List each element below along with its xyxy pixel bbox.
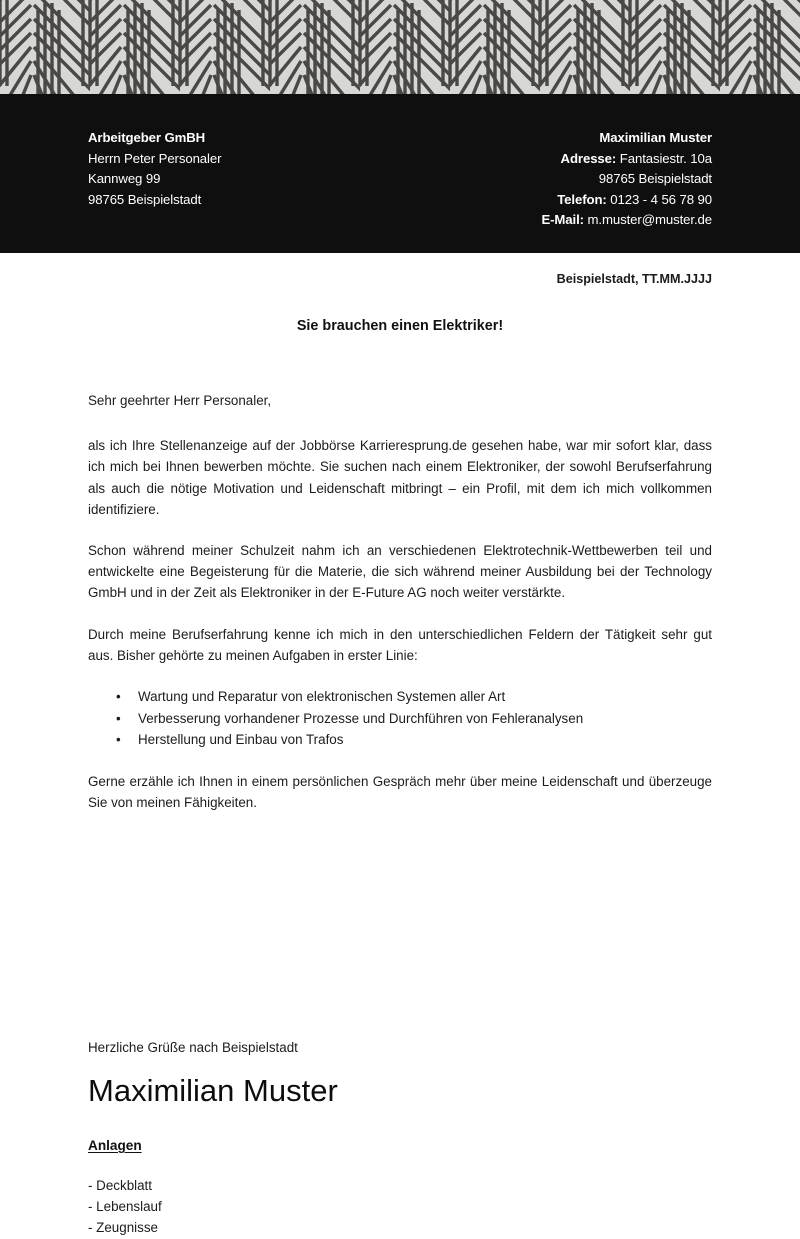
sender-address-value: Fantasiestr. 10a (619, 150, 712, 166)
sender-address-label: Adresse: (560, 150, 617, 166)
greeting-line: Herzliche Grüße nach Beispielstadt (88, 1040, 298, 1055)
sender-name: Maximilian Muster (599, 130, 712, 145)
list-item-label: Verbesserung vorhandener Prozesse und Durchführen von Fehleranalysen (138, 710, 584, 726)
attachment-item: - Lebenslauf (88, 1199, 162, 1215)
sender-email-row (541, 210, 712, 231)
attachments-title: Anlagen (88, 1138, 142, 1153)
list-item-label: Herstellung und Einbau von Trafos (138, 732, 344, 748)
salutation: Sehr geehrter Herr Personaler, (88, 393, 272, 408)
geometric-pattern-banner (0, 0, 800, 94)
sender-address-block (541, 128, 712, 231)
geometric-pattern-icon (0, 0, 800, 94)
attachments-list (88, 1175, 162, 1239)
task-list (88, 686, 712, 751)
address-band (0, 94, 800, 253)
greeting-line-clipped (88, 1039, 712, 1055)
sender-email-value: m.muster@muster.de (587, 212, 712, 227)
sender-email-label: E-Mail: (541, 212, 584, 227)
bullet-icon: • (116, 710, 121, 726)
bullet-icon: • (116, 732, 121, 748)
letter-text (88, 390, 712, 813)
recipient-contact: Herrn Peter Personaler (88, 150, 222, 166)
date-line: Beispielstadt, TT.MM.JJJJ (556, 272, 712, 286)
sender-phone-label: Telefon: (557, 191, 607, 207)
sender-phone-row (541, 190, 712, 211)
paragraph-1: als ich Ihre Stellenanzeige auf der Jobbörse Karrieresprung.de gesehen habe, war mir sofort klar, dass ich mich bei Ihnen bewerben möchte. Sie suchen nach einem Elektroniker, der sowohl Berufserfahrung als auch die nötige Motivation und Leidenschaft mitbringt – ein Profil, mit dem ich mich vollkommen identifiziere. (88, 438, 712, 517)
subject-line: Sie brauchen einen Elektriker! (296, 318, 504, 334)
attachment-item: - Zeugnisse (88, 1220, 158, 1236)
list-item (116, 708, 712, 730)
recipient-city: 98765 Beispielstadt (88, 191, 202, 207)
list-item-label: Wartung und Reparatur von elektronischen Systemen aller Art (138, 689, 506, 705)
list-item (116, 729, 712, 751)
sender-address-row (541, 149, 712, 170)
attachment-item: - Deckblatt (88, 1178, 152, 1193)
sender-city: 98765 Beispielstadt (598, 171, 712, 186)
recipient-address-block (88, 128, 221, 210)
paragraph-3: Durch meine Berufserfahrung kenne ich mich in den unterschiedlichen Feldern der Tätigkeit sehr gut aus. Bisher gehörte zu meinen Aufgaben in erster Linie: (88, 626, 712, 663)
list-item (116, 686, 712, 708)
recipient-company: Arbeitgeber GmBH (88, 130, 206, 145)
sender-phone-value: 0123 - 4 56 78 90 (610, 191, 712, 207)
recipient-street: Kannweg 99 (88, 171, 161, 186)
bullet-icon: • (116, 689, 121, 705)
signature: Maximilian Muster (88, 1067, 338, 1111)
closing-paragraph: Gerne erzähle ich Ihnen in einem persönlichen Gespräch mehr über meine Leidenschaft und überzeuge Sie von meinen Fähigkeiten. (88, 773, 712, 810)
paragraph-2: Schon während meiner Schulzeit nahm ich an verschiedenen Elektrotechnik-Wettbewerben teil und entwickelte eine Begeisterung für die Materie, die sich während meiner Ausbildung bei der Technology GmbH und in der Zeit als Elektroniker in der E-Future AG noch weiter verstärkte. (88, 543, 712, 601)
